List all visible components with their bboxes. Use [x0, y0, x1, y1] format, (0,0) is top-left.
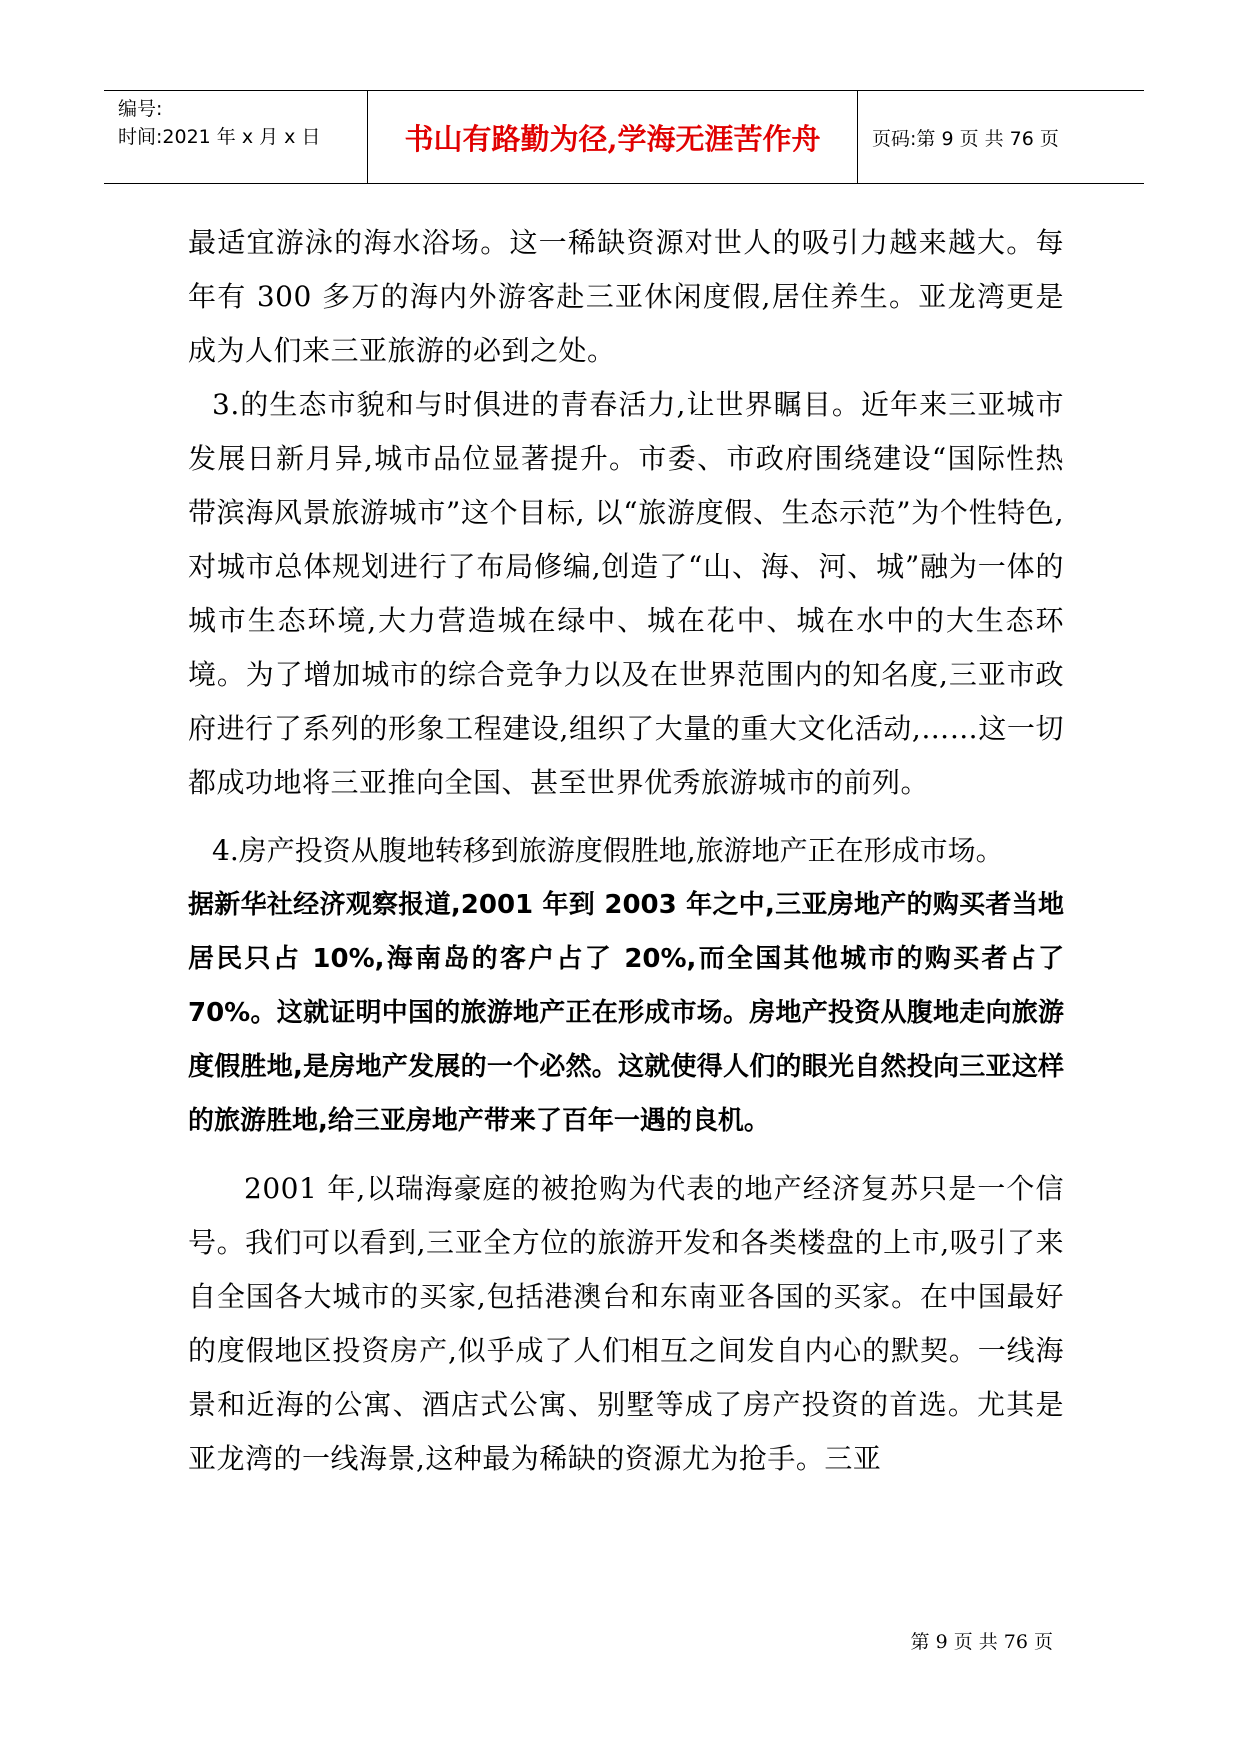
- paragraph-xinhua-report: 据新华社经济观察报道,2001 年到 2003 年之中,三亚房地产的购买者当地居民只占 10%,海南岛的客户占了 20%,而全国其他城市的购买者占了 70%。这就证明中国的旅游地产正在形成市场。房地产投资从腹地走向旅游度假胜地,是房地产发展的一个必然。这就使得人们的眼光自然投向三亚这样的旅游胜地,给三亚房地产带来了百年一遇的良机。: [188, 890, 1064, 1136]
- document-body: [188, 216, 1064, 1486]
- page-footer: 第 9 页 共 76 页: [910, 1631, 1053, 1653]
- document-number-label: 编号:: [118, 98, 163, 120]
- document-time-label: 时间:2021 年 x 月 x 日: [118, 126, 321, 148]
- paragraph-2001-recovery: 2001 年,以瑞海豪庭的被抢购为代表的地产经济复苏只是一个信号。我们可以看到,三亚全方位的旅游开发和各类楼盘的上市,吸引了来自全国各大城市的买家,包括港澳台和东南亚各国的买家。在中国最好的度假地区投资房产,似乎成了人们相互之间发自内心的默契。一线海景和近海的公寓、酒店式公寓、别墅等成了房产投资的首选。尤其是亚龙湾的一线海景,这种最为稀缺的资源尤为抢手。三亚: [188, 1172, 1064, 1475]
- header-page-number: 页码:第 9 页 共 76 页: [872, 127, 1059, 150]
- paragraph-investment-heading: 4.房产投资从腹地转移到旅游度假胜地,旅游地产正在形成市场。: [212, 834, 1004, 867]
- page-header: [104, 90, 1144, 184]
- header-meta: [104, 91, 368, 183]
- paragraph-beach: 最适宜游泳的海水浴场。这一稀缺资源对世人的吸引力越来越大。每年有 300 多万的海内外游客赴三亚休闲度假,居住养生。亚龙湾更是成为人们来三亚旅游的必到之处。: [188, 226, 1064, 367]
- header-motto: 书山有路勤为径,学海无涯苦作舟: [368, 91, 858, 183]
- paragraph-ecology: 3.的生态市貌和与时俱进的青春活力,让世界瞩目。近年来三亚城市发展日新月异,城市品位显著提升。市委、市政府围绕建设“国际性热带滨海风景旅游城市”这个目标, 以“旅游度假、生态示范”为个性特色,对城市总体规划进行了布局修编,创造了“山、海、河、城”融为一体的城市生态环境,大力营造城在绿中、城在花中、城在水中的大生态环境。为了增加城市的综合竞争力以及在世界范围内的知名度,三亚市政府进行了系列的形象工程建设,组织了大量的重大文化活动,……这一切都成功地将三亚推向全国、甚至世界优秀旅游城市的前列。: [188, 388, 1064, 799]
